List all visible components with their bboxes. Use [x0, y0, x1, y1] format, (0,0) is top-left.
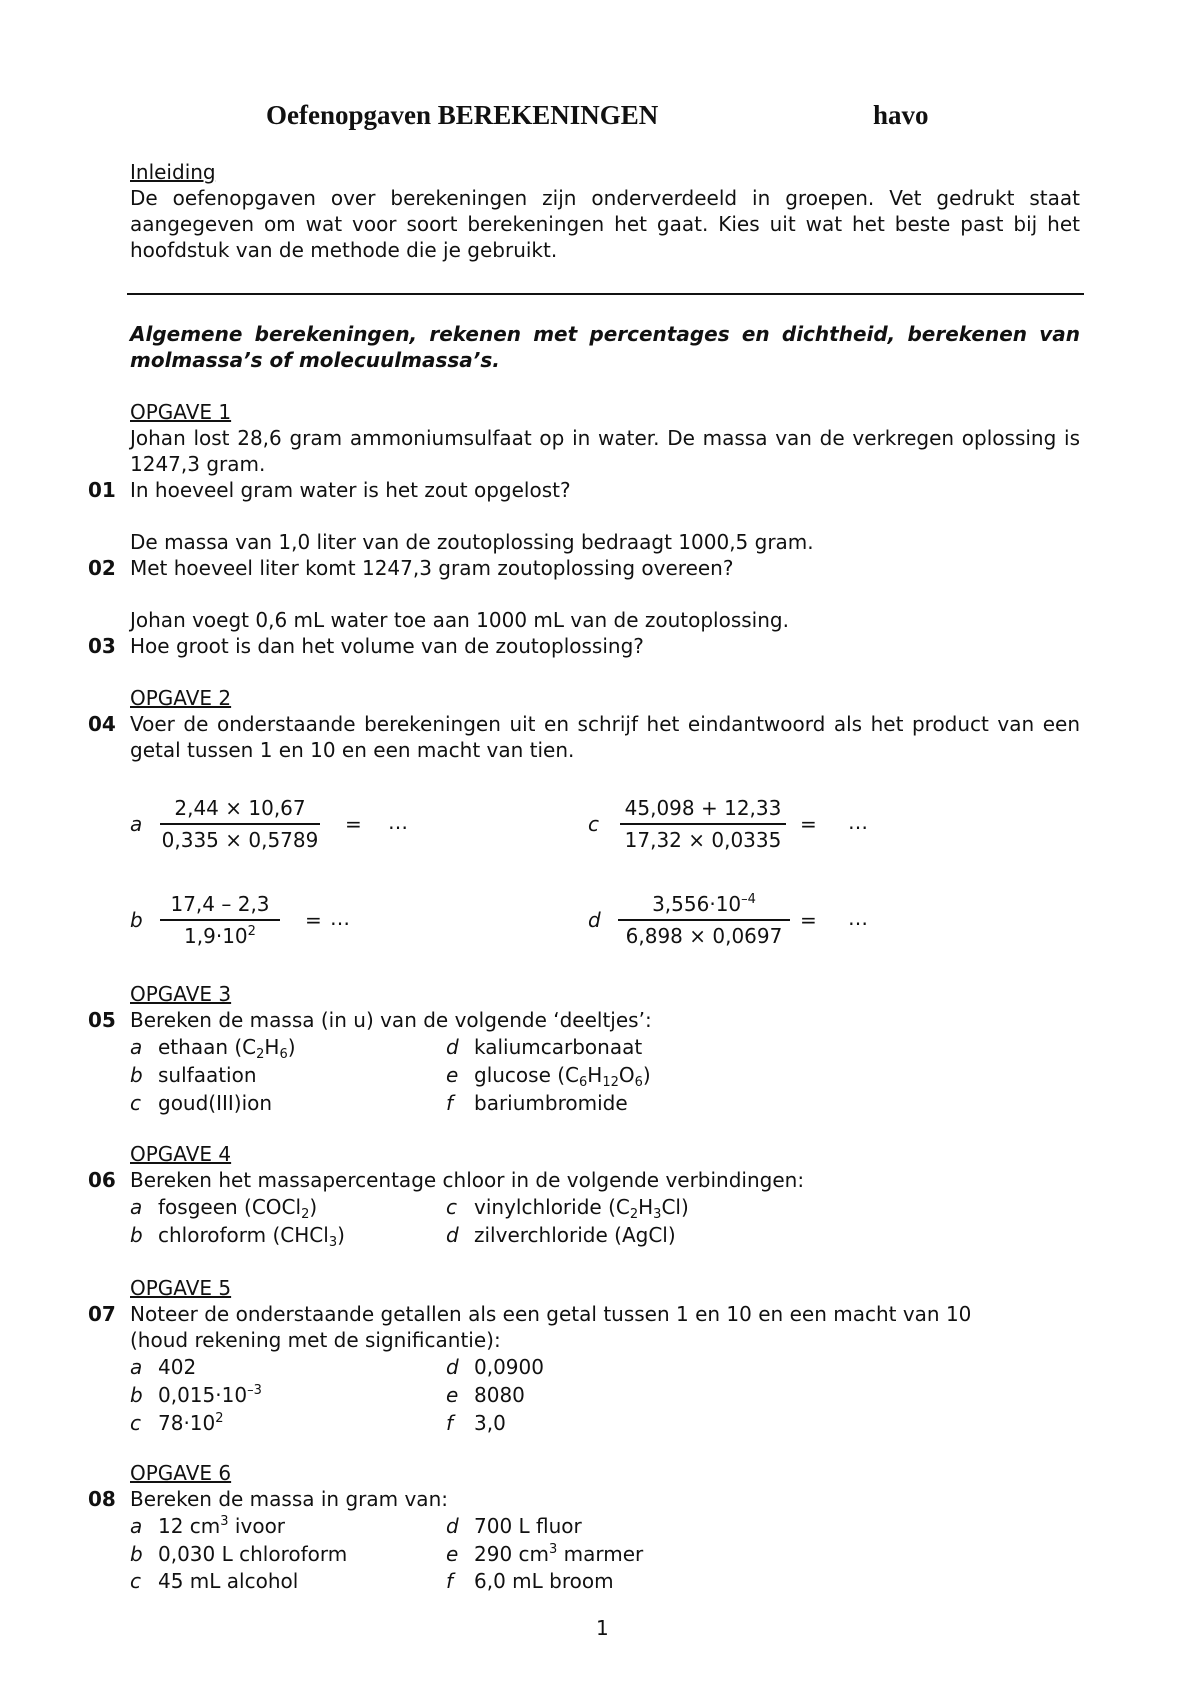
fraction-a-answer: …: [388, 810, 408, 834]
fraction-b-answer: …: [330, 906, 350, 930]
fraction-a-numerator: 2,44 × 10,67: [174, 796, 306, 820]
item-7b-text: $0,015\cdot 10^{-3}$: [158, 1383, 262, 1407]
question-number-07: 07: [88, 1302, 116, 1326]
fraction-d-numerator: $3,556\cdot 10^{-4}$: [652, 892, 756, 916]
fraction-d-label: d: [588, 908, 601, 932]
item-8d-text: 700 L fluor: [474, 1514, 582, 1538]
item-6c-text: vinylchloride $(C_2H_3Cl)$: [474, 1195, 689, 1222]
fraction-b-equals: =: [305, 908, 322, 932]
item-8f-text: 6,0 mL broom: [474, 1569, 614, 1593]
fraction-c-equals: =: [800, 812, 817, 836]
opgave-1-intro-line-1: Johan lost 28,6 gram ammoniumsulfaat op in water. De massa van de verkregen oplossing is: [130, 426, 1080, 450]
question-number-04: 04: [88, 712, 116, 736]
question-number-03: 03: [88, 634, 116, 658]
item-5a-text: ethaan $(C_2H_6)$: [158, 1035, 296, 1062]
intro-line-3: hoofdstuk van de methode die je gebruikt.: [130, 238, 558, 262]
opgave-1-heading: OPGAVE 1: [130, 400, 232, 424]
fraction-a-denominator: 0,335 × 0,5789: [161, 827, 319, 852]
question-number-08: 08: [88, 1487, 116, 1511]
item-6d-label: d: [446, 1223, 459, 1247]
opgave-2-heading: OPGAVE 2: [130, 686, 232, 710]
opgave-4-heading: OPGAVE 4: [130, 1142, 232, 1166]
question-07-line-2: (houd rekening met de significantie):: [130, 1328, 501, 1352]
item-5c-text: goud(III)ion: [158, 1091, 273, 1115]
fraction-c: [620, 796, 786, 852]
question-03-text: Hoe groot is dan het volume van de zoutoplossing?: [130, 634, 644, 658]
item-5c-label: c: [130, 1091, 141, 1115]
item-7f-text: 3,0: [474, 1411, 506, 1435]
item-8c-text: 45 mL alcohol: [158, 1569, 299, 1593]
question-04-line-2: getal tussen 1 en 10 en een macht van tien.: [130, 738, 575, 762]
question-04-line-1: Voer de onderstaande berekeningen uit en schrijf het eindantwoord als het product van een: [130, 712, 1080, 736]
item-8c-label: c: [130, 1569, 141, 1593]
item-7f-label: f: [446, 1411, 454, 1435]
intro-line-2: aangegeven om wat voor soort berekeningen het gaat. Kies uit wat het beste past bij het: [130, 212, 1080, 236]
item-7d-label: d: [446, 1355, 459, 1379]
question-06-text: Bereken het massapercentage chloor in de volgende verbindingen:: [130, 1168, 805, 1192]
item-5d-label: d: [446, 1035, 459, 1059]
item-8a-text: 12 $cm^3$ ivoor: [158, 1514, 286, 1538]
item-8b-text: 0,030 L chloroform: [158, 1542, 348, 1566]
opgave-1-intro-line-2: 1247,3 gram.: [130, 452, 266, 476]
question-number-06: 06: [88, 1168, 116, 1192]
fraction-c-answer: …: [848, 810, 868, 834]
item-5b-text: sulfaation: [158, 1063, 257, 1087]
fraction-a-label: a: [130, 812, 143, 836]
item-6b-label: b: [130, 1223, 143, 1247]
fraction-a-equals: =: [345, 812, 362, 836]
fraction-d-bar: [618, 919, 790, 921]
fraction-b-numerator: 17,4 – 2,3: [170, 892, 270, 916]
question-01-text: In hoeveel gram water is het zout opgelost?: [130, 478, 571, 502]
item-6c-label: c: [446, 1195, 457, 1219]
item-5e-label: e: [446, 1063, 459, 1087]
question-number-02: 02: [88, 556, 116, 580]
item-7a-label: a: [130, 1355, 143, 1379]
question-05-text: Bereken de massa (in u) van de volgende ‘deeltjes’:: [130, 1008, 652, 1032]
item-5b-label: b: [130, 1063, 143, 1087]
item-8a-label: a: [130, 1514, 143, 1538]
opgave-5-heading: OPGAVE 5: [130, 1276, 232, 1300]
item-5f-text: bariumbromide: [474, 1091, 628, 1115]
item-8f-label: f: [446, 1569, 454, 1593]
item-7d-text: 0,0900: [474, 1355, 544, 1379]
fraction-a: [160, 796, 320, 852]
question-number-01: 01: [88, 478, 116, 502]
fraction-b-denominator: $1,9\cdot 10^2$: [184, 923, 256, 948]
item-5e-text: glucose $(C_6H_{12}O_6)$: [474, 1063, 651, 1090]
item-7e-label: e: [446, 1383, 459, 1407]
item-5d-text: kaliumcarbonaat: [474, 1035, 643, 1059]
item-6a-text: fosgeen (COCl$_2$): [158, 1195, 318, 1222]
fraction-d: [618, 892, 790, 948]
opgave-3-heading: OPGAVE 3: [130, 982, 232, 1006]
item-6d-text: zilverchloride (AgCl): [474, 1223, 676, 1247]
intro-heading: Inleiding: [130, 160, 216, 184]
item-8e-label: e: [446, 1542, 459, 1566]
fraction-b-label: b: [130, 908, 143, 932]
question-number-05: 05: [88, 1008, 116, 1032]
item-8e-text: 290 $cm^3$ marmer: [474, 1542, 644, 1566]
intro-line-1: De oefenopgaven over berekeningen zijn onderverdeeld in groepen. Vet gedrukt staat: [130, 186, 1080, 210]
document-title: Oefenopgaven BEREKENINGEN: [266, 100, 659, 130]
item-5a-label: a: [130, 1035, 143, 1059]
document-level: havo: [873, 100, 929, 130]
fraction-d-equals: =: [800, 908, 817, 932]
fraction-a-bar: [160, 823, 320, 825]
item-7c-text: $78\cdot 10^2$: [158, 1411, 224, 1435]
item-6a-label: a: [130, 1195, 143, 1219]
fraction-c-denominator: 17,32 × 0,0335: [624, 827, 782, 852]
fraction-b-bar: [160, 919, 280, 921]
question-07-line-1: Noteer de onderstaande getallen als een getal tussen 1 en 10 en een macht van 10: [130, 1302, 972, 1326]
opgave-1-info-3: Johan voegt 0,6 mL water toe aan 1000 mL van de zoutoplossing.: [130, 608, 789, 632]
section-heading-line-2: molmassa’s of molecuulmassa’s.: [130, 348, 500, 372]
question-02-text: Met hoeveel liter komt 1247,3 gram zoutoplossing overeen?: [130, 556, 734, 580]
item-7c-label: c: [130, 1411, 141, 1435]
fraction-d-answer: …: [848, 906, 868, 930]
fraction-b: [160, 892, 280, 948]
item-7e-text: 8080: [474, 1383, 525, 1407]
item-8b-label: b: [130, 1542, 143, 1566]
item-7a-text: 402: [158, 1355, 197, 1379]
opgave-1-info-2: De massa van 1,0 liter van de zoutoplossing bedraagt 1000,5 gram.: [130, 530, 814, 554]
item-8d-label: d: [446, 1514, 459, 1538]
item-6b-text: chloroform (CHCl$_3$): [158, 1223, 345, 1250]
fraction-c-bar: [620, 823, 786, 825]
fraction-c-label: c: [588, 812, 599, 836]
opgave-6-heading: OPGAVE 6: [130, 1461, 232, 1485]
item-5f-label: f: [446, 1091, 454, 1115]
page-number: 1: [596, 1616, 609, 1640]
fraction-c-numerator: 45,098 + 12,33: [624, 796, 782, 820]
section-heading-line-1: Algemene berekeningen, rekenen met percentages en dichtheid, berekenen van: [130, 322, 1080, 346]
fraction-d-denominator: 6,898 × 0,0697: [625, 923, 783, 948]
item-7b-label: b: [130, 1383, 143, 1407]
section-divider: [127, 293, 1084, 295]
question-08-text: Bereken de massa in gram van:: [130, 1487, 448, 1511]
